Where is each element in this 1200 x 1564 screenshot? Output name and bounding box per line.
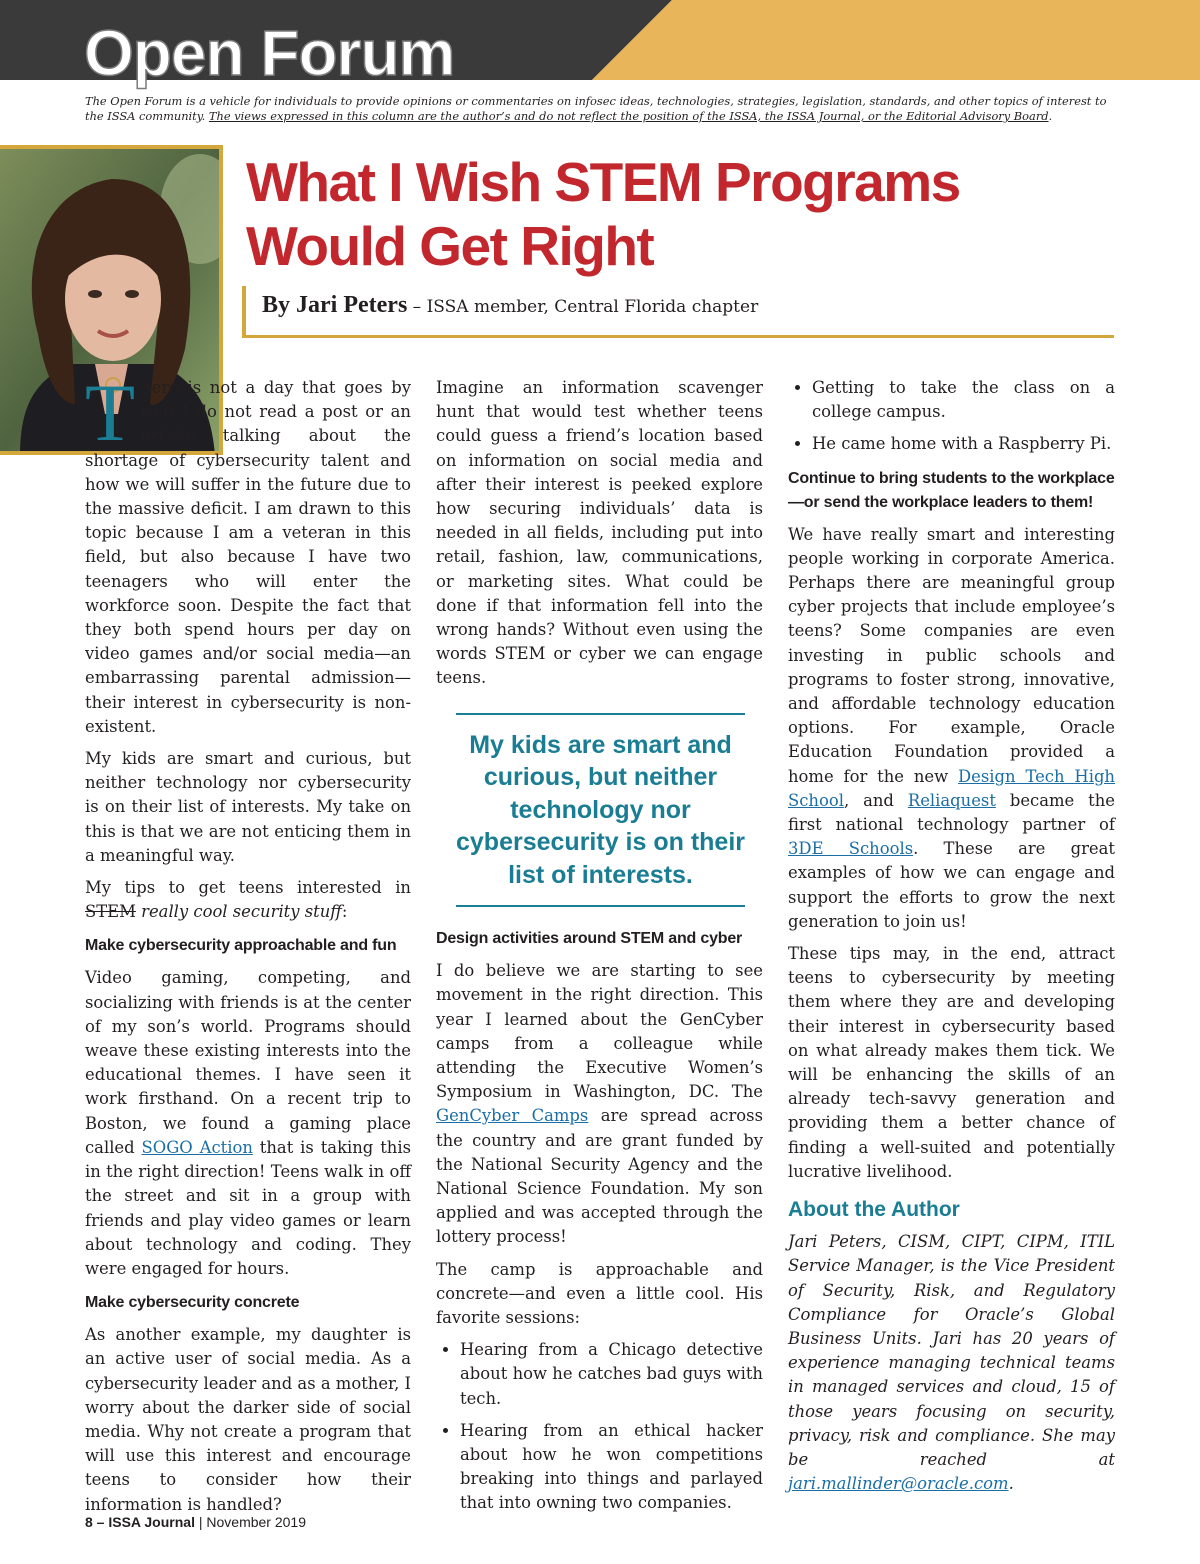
paragraph-text: are spread across the country and are grant funded by the National Security Agency and the National Science Foundation. My son applied and was accepted through the lottery process!	[436, 1106, 763, 1247]
bio-text: Jari Peters, CISM, CIPT, CIPM, ITIL Service Manager, is the Vice President of Security, Risk, and Regulatory Compliance for Oracle’s Global Business Units. Jari has 20 years of experience managing technical teams in managed services and cloud, 15 of those years focusing on security, privacy, risk and compliance. She may be reached at	[788, 1232, 1115, 1469]
section-title: Open Forum	[84, 17, 455, 89]
tips-intro: My tips to get teens interested in	[85, 878, 411, 898]
subheading: Design activities around STEM and cyber	[436, 930, 743, 948]
pull-quote: My kids are smart and curious, but neither technology nor cybersecurity is on their list of interests.	[456, 713, 745, 908]
banner-gold-band	[592, 0, 1200, 80]
paragraph: My kids are smart and curious, but neither technology nor cybersecurity is on their list of interests. My take on this is that we are not enticing them in a meaningful way.	[85, 749, 411, 865]
column-3	[788, 376, 1115, 1504]
title-line-1: What I Wish STEM Programs	[246, 151, 960, 213]
paragraph-text: . These are great examples of how we can engage and support the efforts to grow the next generation to join us!	[788, 839, 1115, 931]
issue-date: November 2019	[206, 1514, 307, 1530]
paragraph	[85, 966, 411, 1281]
paragraph: Imagine an information scavenger hunt that would test whether teens could guess a friend’s location based on information on social media and after their interest is peeked explore how securing individuals’ data is needed in all fields, including put into retail, fashion, law, communications, or marketing sites. What could be done if that information fell into the wrong hands? Without even using the words STEM or cyber we can engage teens.	[436, 378, 763, 688]
3de-schools-link[interactable]: 3DE Schools	[788, 839, 914, 859]
subheading: Make cybersecurity approachable and fun	[85, 937, 397, 955]
article-title	[246, 150, 1126, 278]
author-name: By Jari Peters	[262, 292, 408, 318]
sessions-list	[436, 1338, 763, 1515]
paragraph-text: Video gaming, competing, and socializing with friends is at the center of my son’s world. Programs should weave these existing interests into the educational themes. I have seen it work firsthand. On a recent trip to Boston, we found a gaming place called	[85, 968, 411, 1157]
paragraph-text: here is not a day that goes by that I do not read a post or an article talking about the shortage of cybersecurity talent and how we will suffer in the future due to the massive deficit. I am drawn to this topic because I am a veteran in this field, but also because I have two teenagers who will enter the workforce soon. Despite the fact that they both spend hours per day on video games and/or social media—an embarrassing parental admission—their interest in cybersecurity is non-existent.	[85, 378, 411, 736]
paragraph	[85, 876, 411, 924]
paragraph	[85, 367, 411, 739]
bio-end: .	[1008, 1474, 1014, 1494]
list-item: • Hearing from an ethical hacker about how he won competitions breaking into things and parlayed that into owning two companies.	[460, 1419, 763, 1516]
author-affiliation: – ISSA member, Central Florida chapter	[407, 297, 759, 317]
gencyber-camps-link[interactable]: GenCyber Camps	[436, 1106, 589, 1126]
author-email-link[interactable]: jari.mallinder@oracle.com	[788, 1474, 1009, 1494]
struck-word: STEM	[85, 902, 136, 922]
paragraph-text: I do believe we are starting to see movement in the right direction. This year I learned about the GenCyber camps from a colleague while attending the Executive Women’s Symposium in Washington, DC. The	[436, 961, 763, 1102]
intro-end: .	[1048, 109, 1053, 123]
paragraph	[788, 523, 1115, 934]
byline	[262, 290, 758, 322]
column-1	[85, 367, 411, 1525]
list-item: • He came home with a Raspberry Pi.	[812, 432, 1115, 456]
list-item: • Getting to take the class on a college campus.	[812, 376, 1115, 424]
paragraph-text: that is taking this in the right direction! Teens walk in off the street and sit in a group with friends and play video games or learn about technology and coding. They were engaged for hours.	[85, 1137, 411, 1278]
paragraph-text: We have really smart and interesting people working in corporate America. Perhaps there are meaningful group cyber projects that include employee’s teens? Some companies are even investing in public schools and programs to foster strong, innovative, and affordable technology education options. For example, Oracle Education Foundation provided a home for the new	[788, 524, 1115, 786]
sessions-list-continued	[788, 376, 1115, 457]
intro-disclaimer: The views expressed in this column are the author’s and do not reflect the position of the ISSA, the ISSA Journal, or the Editorial Advisory Board	[208, 109, 1049, 123]
reliaquest-link[interactable]: Reliaquest	[907, 790, 996, 810]
drop-cap: T	[85, 367, 136, 458]
intro-text: The Open Forum is a vehicle for individuals to provide opinions or commentaries on infosec ideas, technologies, strategies, legislation, standards, and other topics of interest to the ISSA community.	[85, 94, 1107, 123]
paragraph: As another example, my daughter is an active user of social media. As a cybersecurity leader and as a mother, I worry about the darker side of social media. Why not create a program that will use this interest and encourage teens to consider how their information is handled?	[85, 1325, 411, 1514]
paragraph	[436, 959, 763, 1249]
paragraph-text: , and	[843, 790, 908, 810]
design-tech-link[interactable]: Design Tech High School	[788, 766, 1115, 810]
title-line-2: Would Get Right	[246, 215, 654, 277]
subheading: Make cybersecurity concrete	[85, 1294, 300, 1312]
column-2	[436, 376, 763, 1524]
about-author-heading: About the Author	[788, 1198, 960, 1222]
list-item: • Hearing from a Chicago detective about how he catches bad guys with tech.	[460, 1338, 763, 1411]
subheading: Continue to bring students to the workplace—or send the workplace leaders to them!	[788, 469, 1115, 511]
page-number: 8 – ISSA Journal	[85, 1514, 195, 1530]
sogo-action-link[interactable]: SOGO Action	[141, 1137, 253, 1157]
punctuation: :	[341, 902, 348, 922]
page-footer	[85, 1514, 306, 1530]
byline-bar	[242, 286, 1114, 338]
emphasis-text: really cool security stuff	[135, 902, 342, 922]
paragraph-text: became the first national technology partner of	[788, 790, 1116, 835]
footer-separator: |	[194, 1514, 207, 1530]
open-forum-intro	[85, 94, 1110, 124]
author-bio	[788, 1230, 1115, 1496]
paragraph: These tips may, in the end, attract teens to cybersecurity by meeting them where they are and developing their interest in cybersecurity based on what already makes them tick. We will be enhancing the skills of an already tech-savvy generation and providing them a better chance of finding a well-suited and potentially lucrative livelihood.	[788, 944, 1115, 1181]
paragraph: The camp is approachable and concrete—and even a little cool. His favorite sessions:	[436, 1259, 763, 1327]
